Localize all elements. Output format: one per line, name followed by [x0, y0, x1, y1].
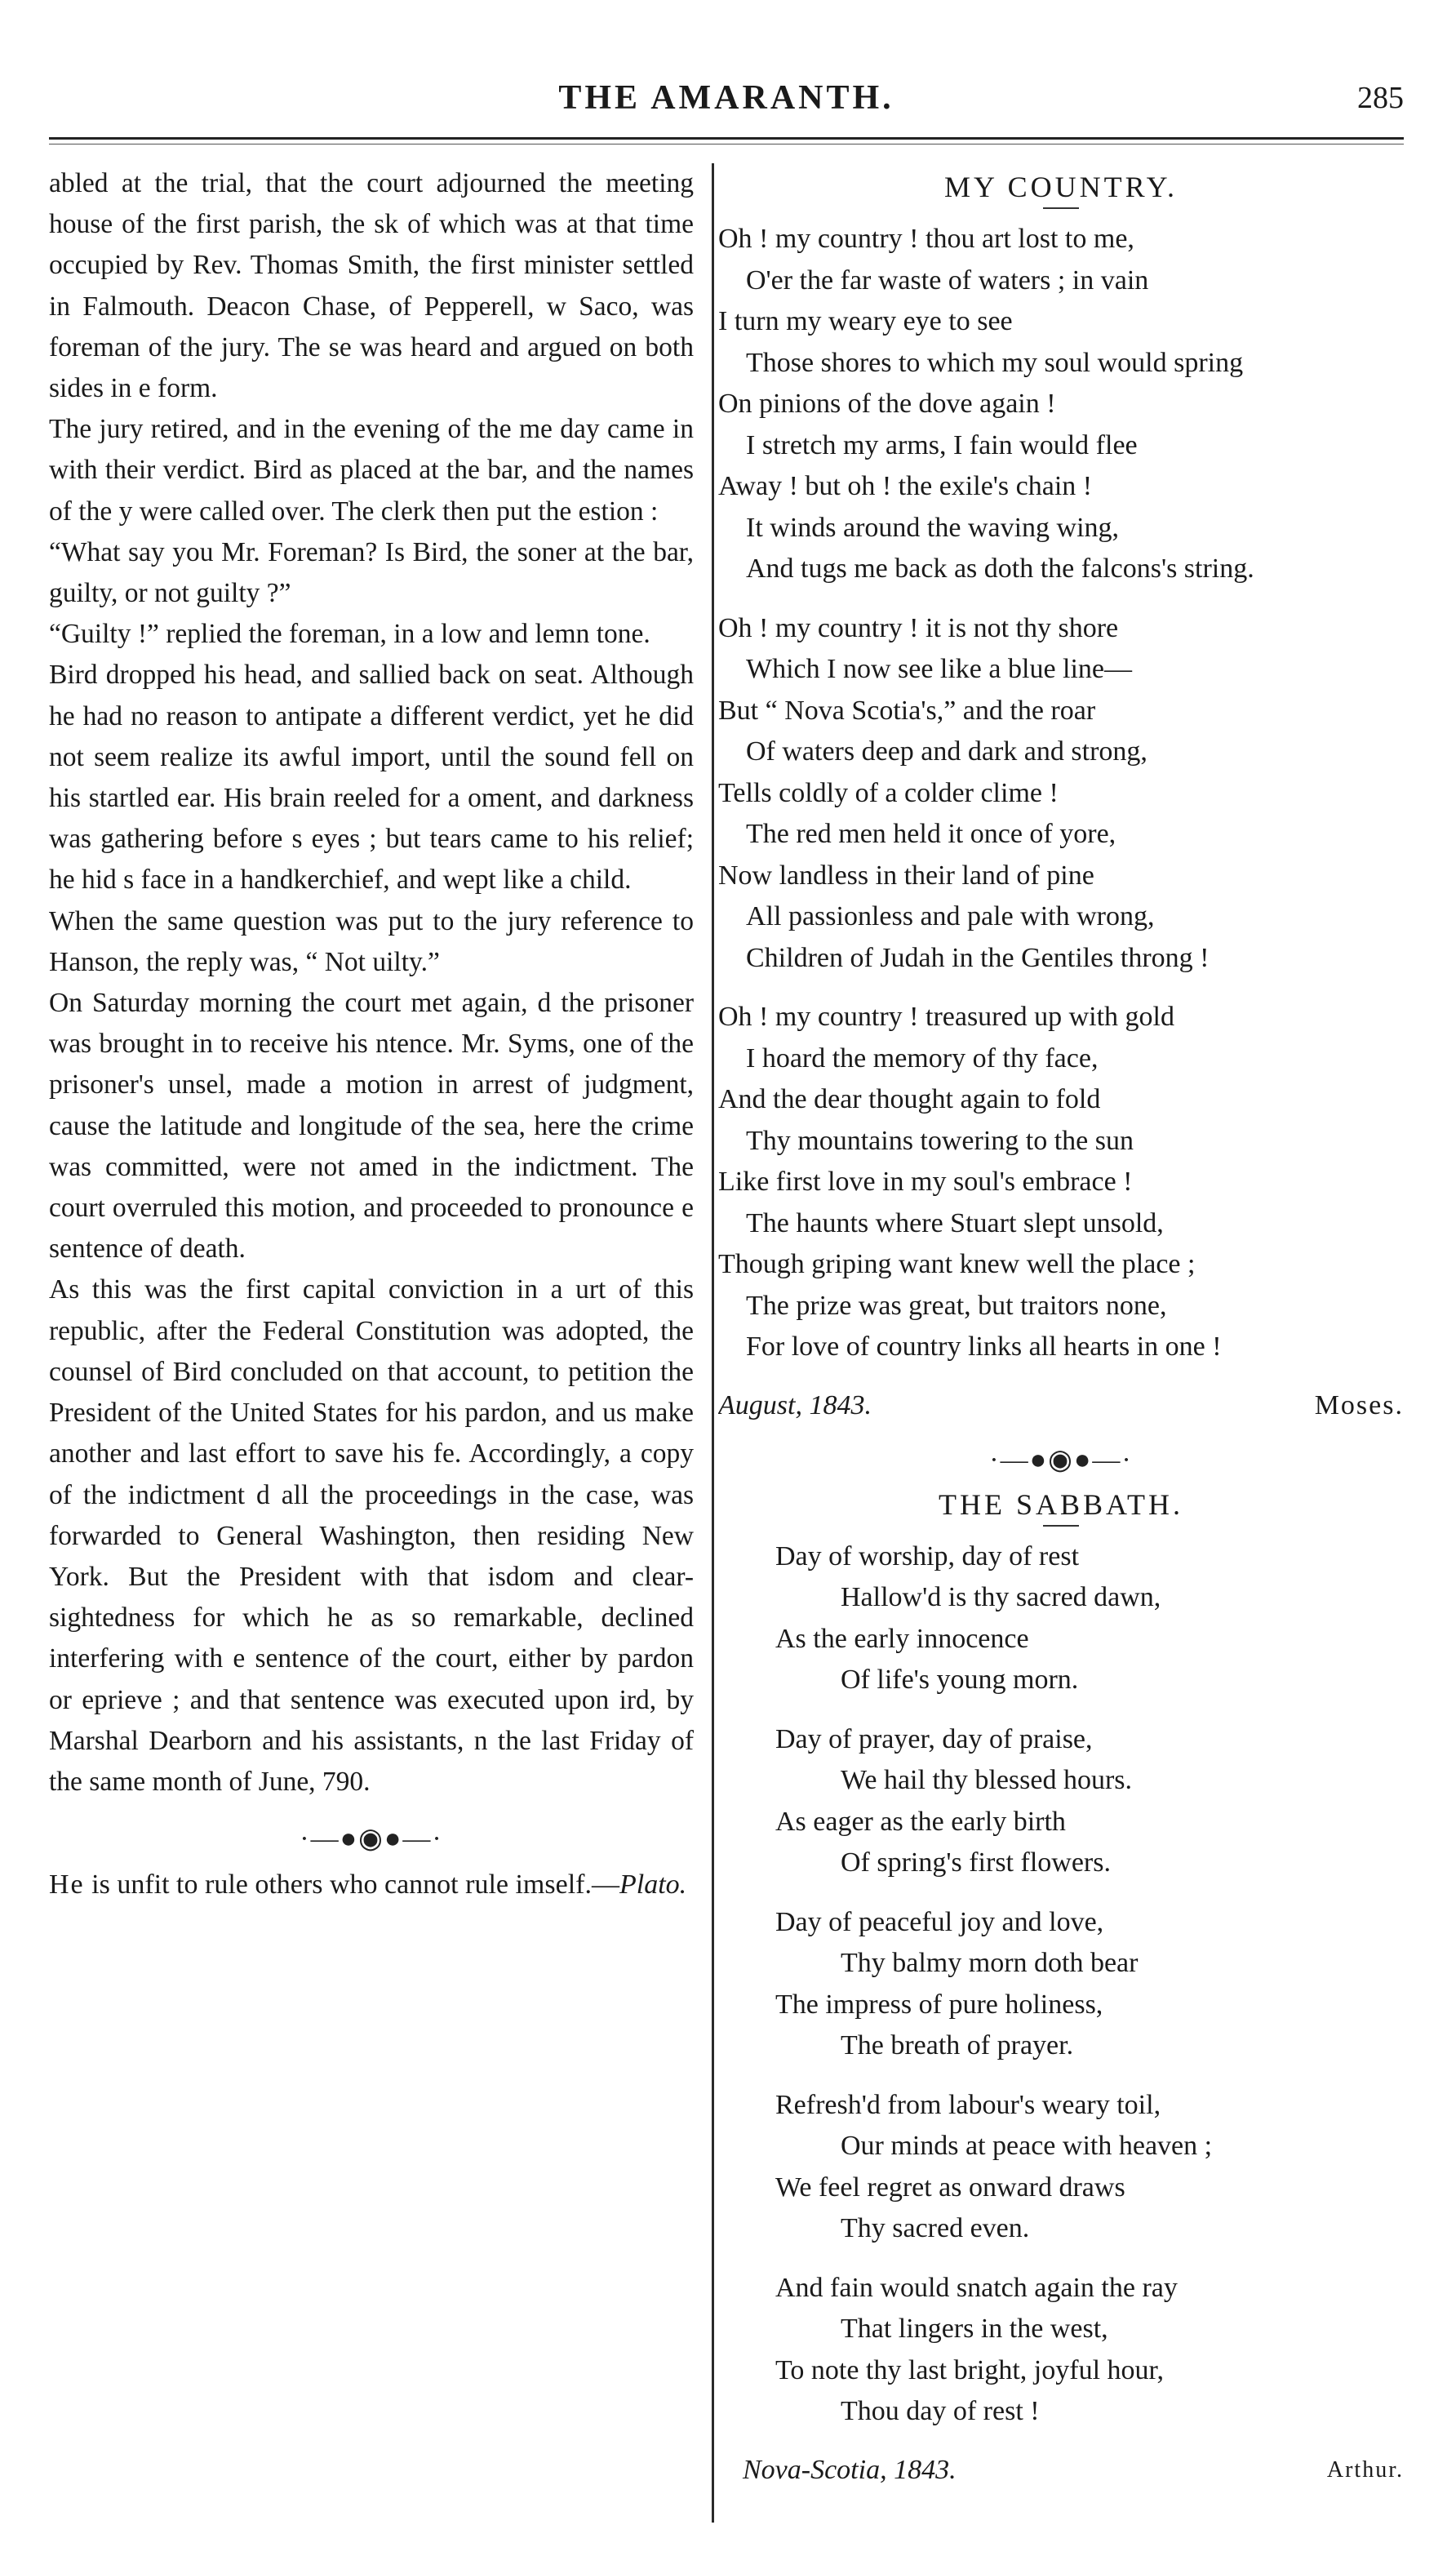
poem-line: Of spring's first flowers.	[841, 1847, 1111, 1878]
maxim-text: is unfit to rule others who cannot rule imself.—	[84, 1869, 619, 1900]
stanza	[775, 1902, 1404, 2067]
stanza	[775, 1536, 1404, 1701]
poem-line: Thy mountains towering to the sun	[746, 1125, 1134, 1156]
poem-line: Day of prayer, day of praise,	[775, 1723, 1093, 1754]
poem-line: The impress of pure holiness,	[775, 1989, 1103, 2020]
paragraph: “Guilty !” replied the foreman, in a low and lemn tone.	[49, 619, 650, 650]
stanza	[775, 1719, 1404, 1884]
poem-line: Though griping want knew well the place ;	[718, 1249, 1196, 1279]
poem-author: Arthur.	[1326, 2456, 1404, 2483]
paragraph: abled at the trial, that the court adjourned the meeting house of the first parish, the sk of which was at that time occupied by Rev. Thomas Smith, the first minister settled in Falmouth. Deacon Chase, of Pepperell, w Saco, was foreman of the jury. The se was heard and argued on both sides in e form.	[49, 168, 694, 404]
poem-line: Now landless in their land of pine	[718, 860, 1094, 891]
poem-title: THE SABBATH.	[938, 1487, 1184, 1521]
paragraph: Bird dropped his head, and sallied back on seat. Although he had no reason to antipate a different verdict, yet he did not seem realize its awful import, until the sound fell on his startled ear. His brain reeled for a oment, and darkness was gathering before s eyes ; but tears came to his relief; he hid s face in a handkerchief, and wept like a child.	[49, 660, 694, 896]
plato-maxim	[49, 1865, 694, 1905]
poem-line: And fain would snatch again the ray	[775, 2272, 1178, 2303]
poem-line: As eager as the early birth	[775, 1806, 1066, 1837]
poem-title: MY COUNTRY.	[943, 171, 1179, 203]
poem-line: The breath of prayer.	[841, 2030, 1074, 2060]
poem-line: Oh ! my country ! treasured up with gold	[718, 1002, 1174, 1032]
poem-line: Thy balmy morn doth bear	[841, 1948, 1139, 1978]
poem-line: It winds around the waving wing,	[746, 512, 1120, 543]
poem-line: I hoard the memory of thy face,	[746, 1042, 1099, 1074]
poem-line: Of life's young morn.	[841, 1665, 1079, 1695]
poem-stanzas	[718, 219, 1404, 1368]
poem-line: Hallow'd is thy sacred dawn,	[841, 1582, 1161, 1612]
page-header	[49, 75, 1404, 124]
poem-line: Refresh'd from labour's weary toil,	[775, 2089, 1161, 2120]
paragraph: The jury retired, and in the evening of the me day came in with their verdict. Bird as placed at the bar, and the names of the y were called over. The clerk then put the estion :	[49, 414, 694, 527]
poem-line: And the dear thought again to fold	[718, 1084, 1101, 1114]
poem-line: We feel regret as onward draws	[775, 2172, 1125, 2203]
stanza	[718, 608, 1404, 980]
maxim-lead: He	[49, 1869, 85, 1900]
poem-line: I turn my weary eye to see	[718, 306, 1013, 336]
poem-line: Day of peaceful joy and love,	[775, 1906, 1104, 1937]
poem-line: Children of Judah in the Gentiles throng !	[746, 942, 1210, 973]
poem-line: And tugs me back as doth the falcons's string.	[746, 553, 1254, 584]
title-rule	[1043, 1525, 1079, 1527]
left-column	[49, 163, 694, 2514]
trial-article	[49, 163, 694, 1803]
stanza	[775, 2085, 1404, 2250]
poem-date: August, 1843.	[718, 1389, 872, 1420]
ornament-divider: ·—●◉●—·	[989, 1444, 1133, 1475]
poem-line: Oh ! my country ! it is not thy shore	[718, 612, 1119, 643]
poem-stanzas	[718, 1536, 1404, 2433]
poem-line: Like first love in my soul's embrace !	[718, 1167, 1133, 1197]
stanza	[718, 219, 1404, 590]
poem-line: Which I now see like a blue line—	[746, 654, 1133, 684]
ornament-divider: ·—●◉●—·	[300, 1824, 443, 1855]
poem-author: Moses.	[1314, 1389, 1404, 1420]
paragraph: When the same question was put to the jury reference to Hanson, the reply was, “ Not uilty.”	[49, 905, 694, 977]
stanza	[718, 997, 1404, 1368]
poem-line: Tells coldly of a colder clime !	[718, 777, 1059, 808]
poem-line: Of waters deep and dark and strong,	[746, 736, 1147, 767]
poem-line: But “ Nova Scotia's,” and the roar	[718, 695, 1096, 726]
poem-line: For love of country links all hearts in one !	[746, 1331, 1222, 1362]
paragraph: “What say you Mr. Foreman? Is Bird, the soner at the bar, guilty, or not guilty ?”	[49, 536, 694, 609]
poem-line: The haunts where Stuart slept unsold,	[746, 1207, 1164, 1238]
stanza	[775, 2268, 1404, 2433]
poem-my-country	[718, 170, 1404, 1425]
poem-line: Our minds at peace with heaven ;	[841, 2131, 1213, 2161]
poem-line: The prize was great, but traitors none,	[746, 1290, 1167, 1321]
maxim-author: Plato.	[619, 1869, 687, 1900]
poem-signature	[718, 1386, 1404, 1425]
poem-line: Oh ! my country ! thou art lost to me,	[718, 224, 1134, 254]
poem-line: To note thy last bright, joyful hour,	[775, 2354, 1164, 2385]
title-rule	[1043, 207, 1079, 209]
running-title: THE AMARANTH.	[558, 79, 894, 117]
poem-line: Away ! but oh ! the exile's chain !	[718, 471, 1093, 501]
poem-line: As the early innocence	[775, 1623, 1029, 1654]
header-rule	[49, 137, 1404, 140]
poem-line: Day of worship, day of rest	[775, 1540, 1080, 1571]
poem-line: All passionless and pale with wrong,	[746, 901, 1155, 931]
poem-line: That lingers in the west,	[841, 2314, 1108, 2344]
poem-date: Nova-Scotia, 1843.	[743, 2454, 957, 2485]
column-divider	[712, 163, 714, 2523]
paragraph: On Saturday morning the court met again, d the prisoner was brought in to receive his ntence. Mr. Syms, one of the prisoner's unsel, made a motion in arrest of judgment, cause the latitude and longitude of the sea, here the crime was committed, were not amed in the indictment. The court overruled this motion, and proceeded to pronounce e sentence of death.	[49, 988, 694, 1265]
poem-line: Thy sacred even.	[841, 2213, 1030, 2243]
poem-the-sabbath	[718, 1487, 1404, 2490]
poem-line: O'er the far waste of waters ; in vain	[746, 265, 1149, 296]
poem-line: We hail thy blessed hours.	[841, 1765, 1133, 1795]
poem-line: Thou day of rest !	[841, 2396, 1040, 2426]
poem-line: I stretch my arms, I fain would flee	[746, 429, 1138, 460]
poem-line: On pinions of the dove again !	[718, 389, 1056, 419]
poem-line: The red men held it once of yore,	[746, 819, 1116, 849]
poem-signature	[718, 2451, 1404, 2490]
page-number: 285	[1357, 81, 1404, 115]
right-column	[718, 163, 1404, 2514]
poem-line: Those shores to which my soul would spring	[746, 347, 1244, 378]
paragraph: As this was the first capital conviction in a urt of this republic, after the Federal Constitution was adopted, the counsel of Bird concluded on that account, to petition the President of the United States for his pardon, and us make another and last effort to save his fe. Accordingly, a copy of the indictment d all the proceedings in the case, was forwarded to General Washington, then residing New York. But the President with that isdom and clear-sightedness for which he as so remarkable, declined interfering with e sentence of the court, either by pardon or eprieve ; and that sentence was executed upon ird, by Marshal Dearborn and his assistants, n the last Friday of the same month of June, 790.	[49, 1274, 694, 1797]
